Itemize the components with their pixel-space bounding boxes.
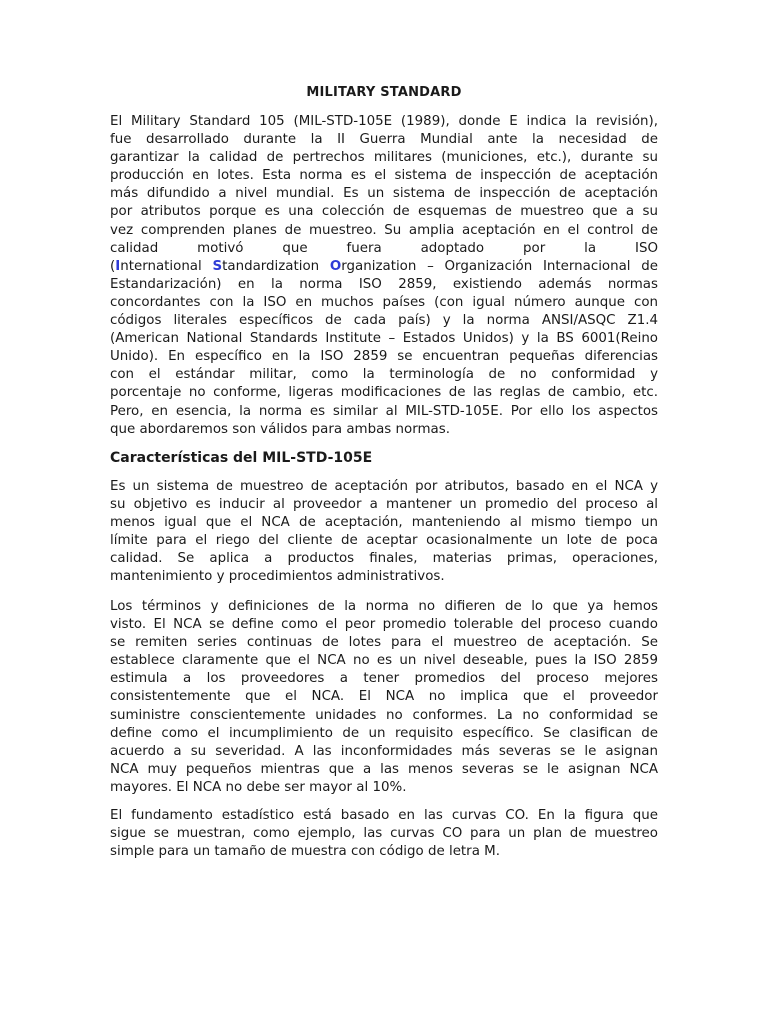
- section-heading: Características del MIL-STD-105E: [110, 450, 373, 466]
- text-line: producción en lotes. Esta norma es el sistema de inspección de aceptación: [110, 168, 658, 184]
- paragraph-characteristics: [110, 478, 658, 587]
- highlighted-letter: S: [212, 258, 223, 274]
- text-line: con el estándar militar, como la terminología de no conformidad y: [110, 367, 658, 383]
- text-line: por atributos porque es una colección de esquemas de muestreo que a su: [110, 204, 658, 220]
- text-line: códigos literales específicos de cada país) y la norma ANSI/ASQC Z1.4: [110, 313, 658, 329]
- text-line: consistentemente que el NCA. El NCA no implica que el proveedor: [110, 689, 658, 705]
- text-line: que abordaremos son válidos para ambas normas.: [110, 421, 450, 437]
- paragraph-intro: [110, 113, 658, 439]
- text-line: suministre conscientemente unidades no conformes. La no conformidad se: [110, 707, 658, 723]
- text-line: Los términos y definiciones de la norma no difieren de lo que ya hemos: [110, 599, 658, 614]
- text-line: menos igual que el NCA de aceptación, manteniendo al mismo tiempo un: [110, 515, 658, 531]
- text-line: garantizar la calidad de pertrechos militares (municiones, etc.), durante su: [110, 150, 658, 166]
- text-line: mayores. El NCA no debe ser mayor al 10%.: [110, 779, 407, 795]
- paragraph-definitions: [110, 598, 658, 797]
- text-line: vez comprenden planes de muestreo. Su amplia aceptación en el control de: [110, 222, 658, 238]
- text-line: estimula a los proveedores a tener promedios del proceso mejores: [110, 671, 658, 687]
- text-line-iso: [110, 258, 658, 276]
- text-line: fue desarrollado durante la II Guerra Mundial ante la necesidad de: [110, 132, 658, 148]
- text-line: visto. El NCA se define como el peor promedio tolerable del proceso cuando: [110, 617, 658, 633]
- text-line: calidad motivó que fuera adoptado por la ISO: [110, 240, 658, 256]
- text-fragment: tandardization: [222, 258, 330, 274]
- paragraph-statistics: [110, 807, 658, 861]
- highlighted-letter: O: [329, 258, 342, 274]
- text-line: se remiten series continuas de lotes para el muestreo de aceptación. Se: [110, 635, 658, 651]
- page-title: MILITARY STANDARD: [306, 85, 462, 100]
- text-line: sigue se muestran, como ejemplo, las curvas CO para un plan de muestreo: [110, 826, 658, 842]
- text-line: su objetivo es inducir al proveedor a mantener un promedio del proceso al: [110, 497, 658, 513]
- text-line: simple para un tamaño de muestra con código de letra M.: [110, 844, 500, 860]
- text-line: mantenimiento y procedimientos administrativos.: [110, 569, 445, 585]
- text-line: más difundido a nivel mundial. Es un sistema de inspección de aceptación: [110, 186, 658, 202]
- text-line: límite para el riego del cliente de aceptar ocasionalmente un lote de poca: [110, 533, 658, 549]
- text-line: calidad. Se aplica a productos finales, materias primas, operaciones,: [110, 551, 658, 567]
- text-line: establece claramente que el NCA no es un nivel deseable, pues la ISO 2859: [110, 653, 658, 669]
- text-line: NCA muy pequeños mientras que a las menos severas se le asignan NCA: [110, 761, 658, 777]
- text-line: El fundamento estadístico está basado en las curvas CO. En la figura que: [110, 808, 658, 823]
- text-line: define como el incumplimiento de un requisito específico. Se clasifican de: [110, 725, 658, 741]
- text-line: Es un sistema de muestreo de aceptación por atributos, basado en el NCA y: [110, 479, 658, 494]
- text-line: Pero, en esencia, la norma es similar al MIL-STD-105E. Por ello los aspectos: [110, 403, 658, 419]
- text-line: concordantes con la ISO en muchos países (con igual número aunque con: [110, 294, 658, 310]
- text-fragment: (: [110, 258, 116, 274]
- text-line: Unido). En específico en la ISO 2859 se encuentran pequeñas diferencias: [110, 349, 658, 365]
- text-line: Estandarización) en la norma ISO 2859, existiendo además normas: [110, 276, 658, 292]
- text-line: El Military Standard 105 (MIL-STD-105E (1989), donde E indica la revisión),: [110, 114, 658, 129]
- text-line: acuerdo a su severidad. A las inconformidades más severas se le asignan: [110, 743, 658, 759]
- highlighted-letter: I: [115, 258, 121, 274]
- text-line: porcentaje no conforme, ligeras modificaciones de las reglas de cambio, etc.: [110, 385, 658, 401]
- text-fragment: rganization – Organización Internacional de: [341, 258, 658, 274]
- text-line: (American National Standards Institute – Estados Unidos) y la BS 6001(Reino: [110, 331, 658, 347]
- text-fragment: nternational: [120, 258, 213, 274]
